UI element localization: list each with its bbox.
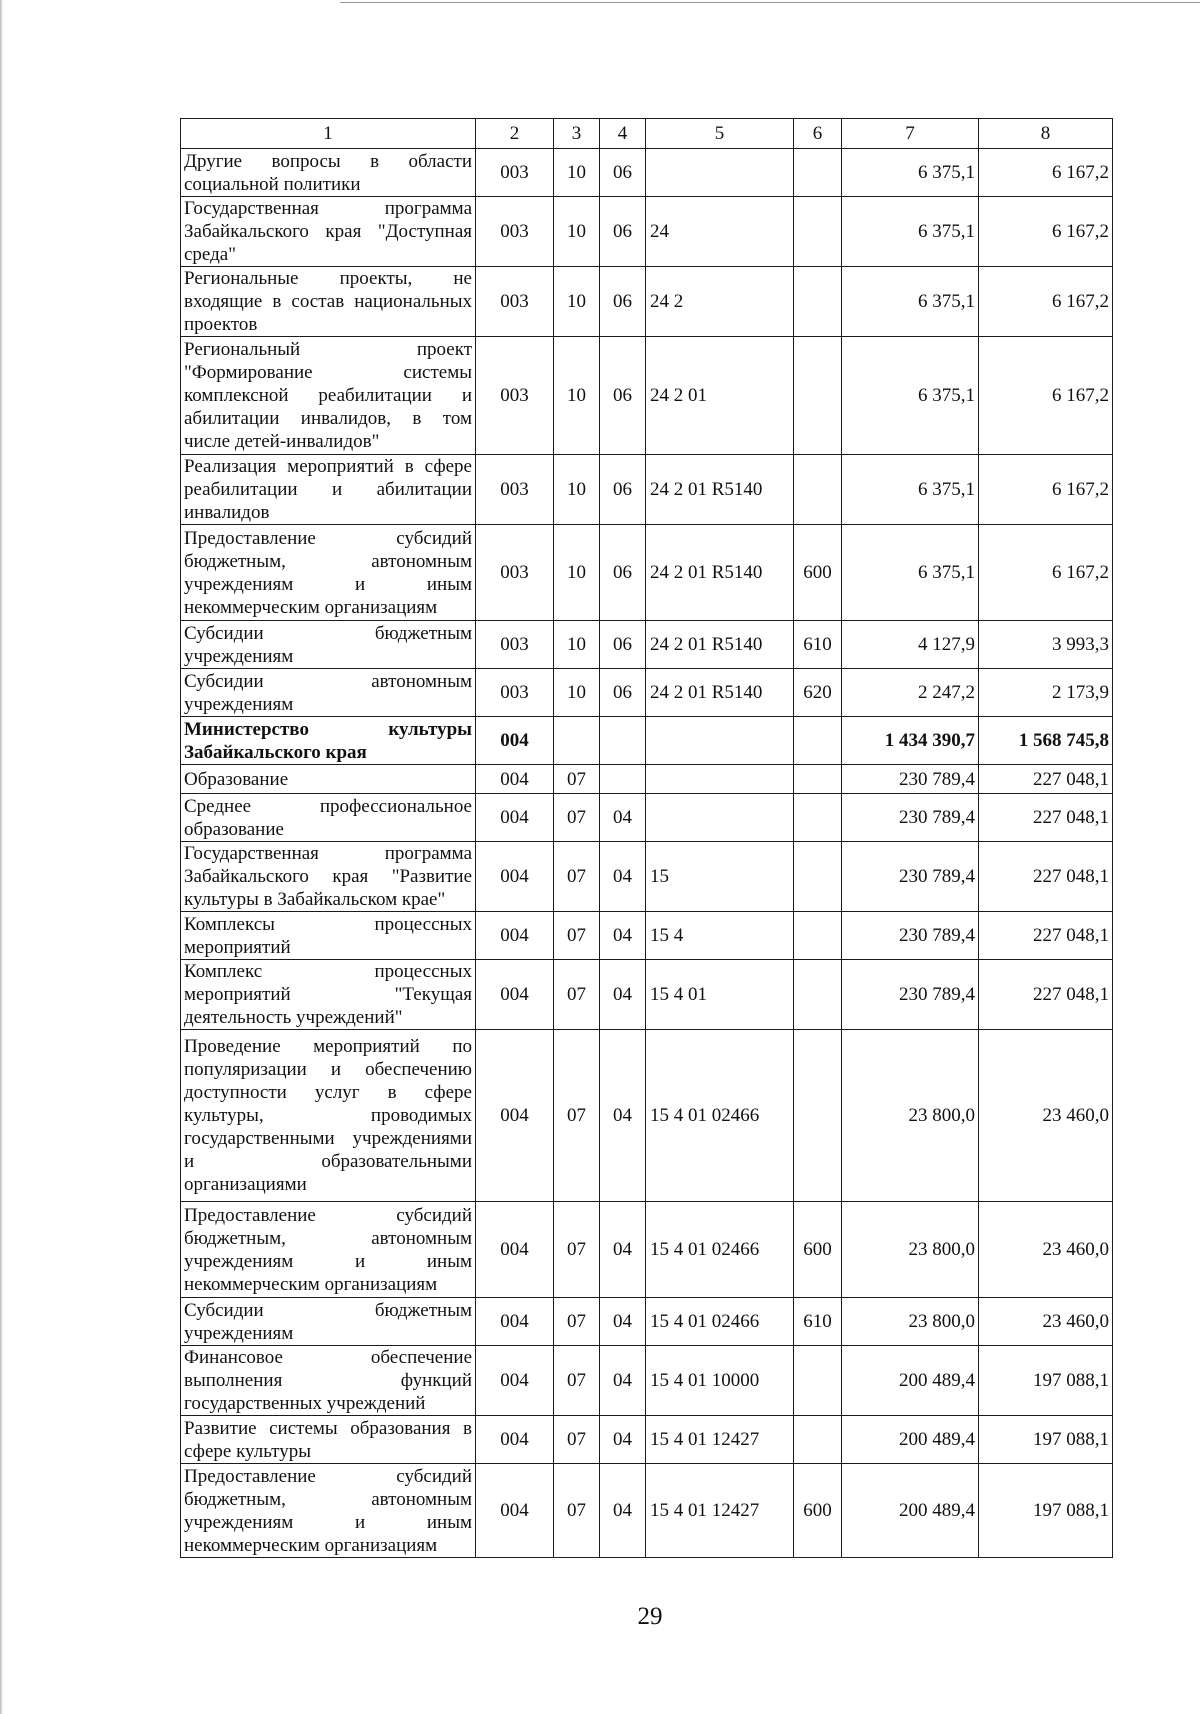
cell-ministry-code: 004	[476, 1298, 554, 1346]
table-row	[181, 717, 1113, 765]
cell-subsection: 04	[600, 794, 646, 842]
cell-subsection: 06	[600, 669, 646, 717]
cell-name: Субсидии автономным учреждениям	[181, 669, 476, 717]
cell-amount-year1: 23 800,0	[842, 1298, 979, 1346]
cell-amount-year1: 1 434 390,7	[842, 717, 979, 765]
cell-expense-type	[794, 912, 842, 960]
cell-section: 10	[554, 621, 600, 669]
cell-section: 10	[554, 525, 600, 621]
scan-left-edge	[0, 0, 3, 1714]
cell-amount-year1: 230 789,4	[842, 842, 979, 912]
cell-subsection: 04	[600, 842, 646, 912]
cell-name: Субсидии бюджетным учреждениям	[181, 1298, 476, 1346]
cell-ministry-code: 004	[476, 1416, 554, 1464]
cell-section: 07	[554, 1416, 600, 1464]
cell-subsection: 04	[600, 1030, 646, 1202]
table-header-row	[181, 119, 1113, 149]
table-row	[181, 794, 1113, 842]
cell-amount-year2: 6 167,2	[979, 525, 1113, 621]
cell-amount-year1: 200 489,4	[842, 1416, 979, 1464]
cell-ministry-code: 004	[476, 765, 554, 794]
table-row	[181, 525, 1113, 621]
table-row	[181, 960, 1113, 1030]
cell-amount-year1: 6 375,1	[842, 197, 979, 267]
table-row	[181, 1416, 1113, 1464]
cell-section: 10	[554, 149, 600, 197]
cell-expense-type	[794, 267, 842, 337]
table-row	[181, 1030, 1113, 1202]
cell-ministry-code: 003	[476, 525, 554, 621]
cell-target-article: 15 4 01	[646, 960, 794, 1030]
cell-target-article: 15 4	[646, 912, 794, 960]
cell-target-article	[646, 717, 794, 765]
cell-amount-year1: 6 375,1	[842, 337, 979, 455]
cell-name: Другие вопросы в области социальной политики	[181, 149, 476, 197]
budget-table	[180, 118, 1113, 1558]
cell-target-article: 24 2 01 R5140	[646, 455, 794, 525]
cell-ministry-code: 004	[476, 1464, 554, 1558]
cell-section: 07	[554, 1202, 600, 1298]
cell-expense-type	[794, 842, 842, 912]
cell-target-article	[646, 149, 794, 197]
cell-amount-year2: 227 048,1	[979, 960, 1113, 1030]
cell-ministry-code: 004	[476, 912, 554, 960]
cell-amount-year2: 6 167,2	[979, 197, 1113, 267]
cell-target-article	[646, 765, 794, 794]
cell-amount-year1: 230 789,4	[842, 960, 979, 1030]
cell-section: 07	[554, 912, 600, 960]
cell-name: Среднее профессиональное образование	[181, 794, 476, 842]
cell-name: Региональный проект "Формирование системы комплексной реабилитации и абилитации инвалидов, в том числе детей-инвалидов"	[181, 337, 476, 455]
cell-target-article: 24 2	[646, 267, 794, 337]
cell-ministry-code: 003	[476, 669, 554, 717]
cell-name: Государственная программа Забайкальского края "Развитие культуры в Забайкальском крае"	[181, 842, 476, 912]
table-row	[181, 455, 1113, 525]
cell-expense-type: 600	[794, 525, 842, 621]
column-header: 8	[979, 119, 1113, 149]
cell-amount-year1: 6 375,1	[842, 455, 979, 525]
cell-ministry-code: 003	[476, 149, 554, 197]
cell-section: 07	[554, 842, 600, 912]
cell-target-article: 24 2 01 R5140	[646, 669, 794, 717]
cell-ministry-code: 004	[476, 842, 554, 912]
column-header: 4	[600, 119, 646, 149]
cell-name: Комплекс процессных мероприятий "Текущая деятельность учреждений"	[181, 960, 476, 1030]
cell-subsection: 06	[600, 525, 646, 621]
cell-amount-year1: 23 800,0	[842, 1030, 979, 1202]
cell-expense-type	[794, 765, 842, 794]
cell-section: 10	[554, 337, 600, 455]
cell-target-article	[646, 794, 794, 842]
cell-amount-year1: 230 789,4	[842, 912, 979, 960]
cell-amount-year2: 2 173,9	[979, 669, 1113, 717]
cell-subsection	[600, 765, 646, 794]
cell-expense-type	[794, 197, 842, 267]
cell-amount-year2: 6 167,2	[979, 455, 1113, 525]
table-row	[181, 621, 1113, 669]
cell-target-article: 15 4 01 02466	[646, 1298, 794, 1346]
cell-ministry-code: 004	[476, 1030, 554, 1202]
cell-target-article: 15 4 01 10000	[646, 1346, 794, 1416]
column-header: 5	[646, 119, 794, 149]
column-header: 2	[476, 119, 554, 149]
cell-name: Региональные проекты, не входящие в состав национальных проектов	[181, 267, 476, 337]
table-row	[181, 1298, 1113, 1346]
cell-target-article: 24 2 01 R5140	[646, 621, 794, 669]
cell-subsection: 06	[600, 455, 646, 525]
cell-expense-type	[794, 455, 842, 525]
table-row	[181, 149, 1113, 197]
cell-name: Финансовое обеспечение выполнения функций государственных учреждений	[181, 1346, 476, 1416]
cell-amount-year1: 200 489,4	[842, 1346, 979, 1416]
column-header: 3	[554, 119, 600, 149]
cell-target-article: 15 4 01 02466	[646, 1030, 794, 1202]
cell-amount-year2: 6 167,2	[979, 337, 1113, 455]
cell-amount-year2: 6 167,2	[979, 267, 1113, 337]
cell-ministry-code: 003	[476, 197, 554, 267]
column-header: 1	[181, 119, 476, 149]
cell-amount-year2: 227 048,1	[979, 765, 1113, 794]
cell-expense-type	[794, 717, 842, 765]
cell-subsection: 04	[600, 912, 646, 960]
table-row	[181, 912, 1113, 960]
cell-target-article: 24	[646, 197, 794, 267]
cell-subsection: 06	[600, 267, 646, 337]
cell-target-article: 24 2 01 R5140	[646, 525, 794, 621]
cell-section: 07	[554, 1464, 600, 1558]
table-row	[181, 197, 1113, 267]
cell-section: 10	[554, 267, 600, 337]
cell-target-article: 15	[646, 842, 794, 912]
cell-subsection: 06	[600, 621, 646, 669]
cell-name: Предоставление субсидий бюджетным, автономным учреждениям и иным некоммерческим организациям	[181, 1464, 476, 1558]
cell-expense-type	[794, 149, 842, 197]
cell-name: Государственная программа Забайкальского края "Доступная среда"	[181, 197, 476, 267]
cell-ministry-code: 004	[476, 960, 554, 1030]
cell-name: Предоставление субсидий бюджетным, автономным учреждениям и иным некоммерческим организациям	[181, 525, 476, 621]
cell-name: Реализация мероприятий в сфере реабилитации и абилитации инвалидов	[181, 455, 476, 525]
cell-amount-year1: 2 247,2	[842, 669, 979, 717]
cell-name: Министерство культуры Забайкальского края	[181, 717, 476, 765]
cell-section: 07	[554, 1346, 600, 1416]
cell-name: Комплексы процессных мероприятий	[181, 912, 476, 960]
column-header: 7	[842, 119, 979, 149]
cell-target-article: 15 4 01 12427	[646, 1416, 794, 1464]
cell-amount-year1: 6 375,1	[842, 267, 979, 337]
cell-amount-year2: 197 088,1	[979, 1464, 1113, 1558]
cell-section: 07	[554, 960, 600, 1030]
cell-section: 07	[554, 765, 600, 794]
column-header: 6	[794, 119, 842, 149]
cell-amount-year2: 197 088,1	[979, 1346, 1113, 1416]
cell-target-article: 24 2 01	[646, 337, 794, 455]
cell-ministry-code: 003	[476, 267, 554, 337]
cell-section: 07	[554, 1298, 600, 1346]
cell-expense-type	[794, 794, 842, 842]
cell-name: Предоставление субсидий бюджетным, автономным учреждениям и иным некоммерческим организациям	[181, 1202, 476, 1298]
cell-section: 07	[554, 794, 600, 842]
cell-amount-year2: 227 048,1	[979, 794, 1113, 842]
cell-amount-year1: 23 800,0	[842, 1202, 979, 1298]
cell-subsection: 04	[600, 960, 646, 1030]
cell-amount-year2: 1 568 745,8	[979, 717, 1113, 765]
cell-target-article: 15 4 01 12427	[646, 1464, 794, 1558]
cell-expense-type: 620	[794, 669, 842, 717]
cell-subsection: 04	[600, 1416, 646, 1464]
page-number: 29	[637, 1603, 663, 1630]
cell-amount-year1: 4 127,9	[842, 621, 979, 669]
table-row	[181, 267, 1113, 337]
table-row	[181, 669, 1113, 717]
cell-ministry-code: 004	[476, 794, 554, 842]
cell-target-article: 15 4 01 02466	[646, 1202, 794, 1298]
cell-amount-year1: 230 789,4	[842, 765, 979, 794]
cell-amount-year2: 23 460,0	[979, 1298, 1113, 1346]
cell-name: Развитие системы образования в сфере культуры	[181, 1416, 476, 1464]
table-row	[181, 765, 1113, 794]
cell-name: Субсидии бюджетным учреждениям	[181, 621, 476, 669]
cell-ministry-code: 004	[476, 1346, 554, 1416]
cell-ministry-code: 004	[476, 717, 554, 765]
cell-subsection: 04	[600, 1202, 646, 1298]
cell-expense-type: 610	[794, 621, 842, 669]
cell-ministry-code: 003	[476, 337, 554, 455]
cell-expense-type	[794, 337, 842, 455]
cell-subsection: 06	[600, 149, 646, 197]
cell-amount-year1: 200 489,4	[842, 1464, 979, 1558]
cell-amount-year2: 6 167,2	[979, 149, 1113, 197]
cell-amount-year1: 6 375,1	[842, 525, 979, 621]
cell-amount-year2: 23 460,0	[979, 1202, 1113, 1298]
cell-amount-year1: 6 375,1	[842, 149, 979, 197]
cell-expense-type	[794, 960, 842, 1030]
scan-top-border	[340, 2, 1200, 3]
table-row	[181, 1464, 1113, 1558]
cell-section: 10	[554, 669, 600, 717]
cell-expense-type: 600	[794, 1464, 842, 1558]
cell-ministry-code: 003	[476, 621, 554, 669]
cell-section	[554, 717, 600, 765]
table-row	[181, 1202, 1113, 1298]
table-row	[181, 1346, 1113, 1416]
table-row	[181, 842, 1113, 912]
cell-section: 07	[554, 1030, 600, 1202]
cell-expense-type: 600	[794, 1202, 842, 1298]
cell-section: 10	[554, 455, 600, 525]
cell-amount-year2: 3 993,3	[979, 621, 1113, 669]
cell-subsection: 06	[600, 337, 646, 455]
cell-ministry-code: 004	[476, 1202, 554, 1298]
cell-name: Проведение мероприятий по популяризации и обеспечению доступности услуг в сфере культуры, проводимых государственными учреждениями и образовательными организациями	[181, 1030, 476, 1202]
cell-expense-type: 610	[794, 1298, 842, 1346]
cell-subsection: 04	[600, 1298, 646, 1346]
cell-amount-year1: 230 789,4	[842, 794, 979, 842]
cell-subsection	[600, 717, 646, 765]
cell-amount-year2: 227 048,1	[979, 912, 1113, 960]
table-row	[181, 337, 1113, 455]
cell-expense-type	[794, 1416, 842, 1464]
cell-subsection: 04	[600, 1464, 646, 1558]
cell-amount-year2: 197 088,1	[979, 1416, 1113, 1464]
cell-name: Образование	[181, 765, 476, 794]
cell-expense-type	[794, 1030, 842, 1202]
cell-ministry-code: 003	[476, 455, 554, 525]
cell-subsection: 04	[600, 1346, 646, 1416]
cell-section: 10	[554, 197, 600, 267]
cell-subsection: 06	[600, 197, 646, 267]
cell-amount-year2: 23 460,0	[979, 1030, 1113, 1202]
cell-amount-year2: 227 048,1	[979, 842, 1113, 912]
cell-expense-type	[794, 1346, 842, 1416]
